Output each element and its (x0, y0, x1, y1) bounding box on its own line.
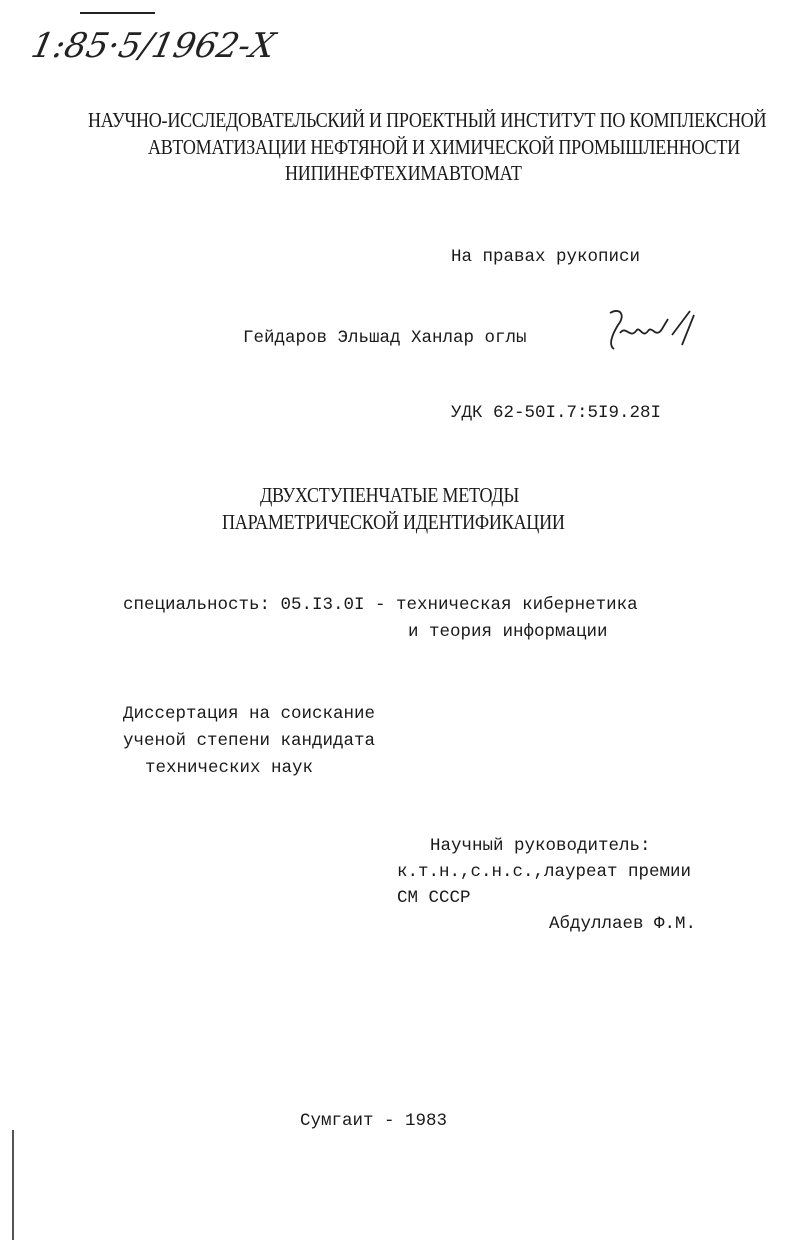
supervisor-name: Абдуллаев Ф.М. (549, 914, 697, 934)
supervisor-credentials-1: к.т.н.,с.н.с.,лауреат премии (397, 862, 692, 882)
supervisor-label: Научный руководитель: (430, 836, 651, 856)
scan-edge-mark (12, 1130, 14, 1240)
archive-mark-overline (80, 12, 155, 14)
dissertation-line-2: ученой степени кандидата (123, 731, 376, 751)
signature (590, 305, 700, 355)
title-line-1: ДВУХСТУПЕНЧАТЫЕ МЕТОДЫ (260, 483, 519, 507)
place-year: Сумгаит - 1983 (300, 1111, 448, 1131)
udc-code: УДК 62-50I.7:5I9.28I (451, 403, 662, 423)
institute-line-3: НИПИНЕФТЕХИМАВТОМАТ (285, 161, 522, 185)
manuscript-note: На правах рукописи (451, 247, 641, 267)
author-name: Гейдаров Эльшад Ханлар оглы (243, 328, 527, 348)
institute-line-2: АВТОМАТИЗАЦИИ НЕФТЯНОЙ И ХИМИЧЕСКОЙ ПРОМЫШЛЕННОСТИ (148, 135, 740, 159)
institute-line-1: НАУЧНО-ИССЛЕДОВАТЕЛЬСКИЙ И ПРОЕКТНЫЙ ИНСТИТУТ ПО КОМПЛЕКСНОЙ (88, 108, 767, 132)
dissertation-line-1: Диссертация на соискание (123, 704, 376, 724)
archive-mark: 1:85·5/1962-Х (27, 26, 279, 66)
title-line-2: ПАРАМЕТРИЧЕСКОЙ ИДЕНТИФИКАЦИИ (222, 510, 565, 534)
dissertation-line-3: технических наук (145, 758, 314, 778)
specialty-line-2: и теория информации (408, 622, 608, 642)
specialty-line-1: специальность: 05.I3.0I - техническая кибернетика (123, 595, 638, 615)
supervisor-credentials-2: СМ СССР (397, 888, 471, 908)
